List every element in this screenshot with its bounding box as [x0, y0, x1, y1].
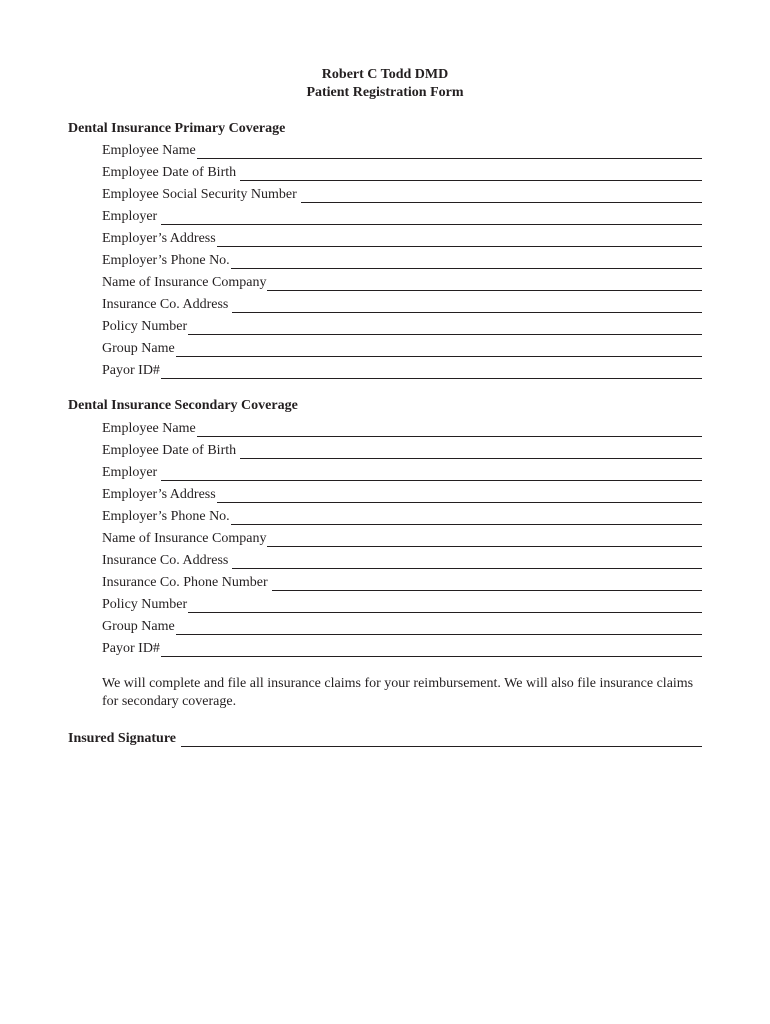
claims-note: We will complete and file all insurance claims for your reimbursement. We will also file insurance claims for secondary coverage.	[102, 676, 694, 709]
secondary-coverage-title: Dental Insurance Secondary Coverage	[68, 398, 298, 413]
field-label: Employer’s Address	[102, 487, 216, 502]
fill-in-line[interactable]	[231, 509, 702, 525]
primary-group-name-field[interactable]	[102, 340, 702, 358]
secondary-employer-field[interactable]	[102, 464, 702, 482]
primary-policy-number-field[interactable]	[102, 318, 702, 336]
field-label: Employee Social Security Number	[102, 187, 297, 202]
secondary-group-name-field[interactable]	[102, 618, 702, 636]
fill-in-line[interactable]	[197, 143, 702, 159]
primary-employee-ssn-field[interactable]	[102, 186, 702, 204]
field-label: Payor ID#	[102, 641, 160, 656]
fill-in-line[interactable]	[188, 597, 702, 613]
field-label: Employer’s Phone No.	[102, 509, 230, 524]
secondary-insurance-company-field[interactable]	[102, 530, 702, 548]
primary-employer-phone-field[interactable]	[102, 252, 702, 270]
form-header	[0, 66, 770, 102]
fill-in-line[interactable]	[161, 465, 702, 481]
fill-in-line[interactable]	[217, 231, 702, 247]
primary-insurance-company-field[interactable]	[102, 274, 702, 292]
fill-in-line[interactable]	[232, 553, 702, 569]
field-label: Name of Insurance Company	[102, 531, 267, 546]
field-label: Employer’s Phone No.	[102, 253, 230, 268]
secondary-policy-number-field[interactable]	[102, 596, 702, 614]
field-label: Name of Insurance Company	[102, 275, 267, 290]
secondary-payor-id-field[interactable]	[102, 640, 702, 658]
fill-in-line[interactable]	[240, 443, 702, 459]
primary-employee-dob-field[interactable]	[102, 164, 702, 182]
fill-in-line[interactable]	[161, 641, 702, 657]
fill-in-line[interactable]	[267, 531, 702, 547]
fill-in-line[interactable]	[217, 487, 702, 503]
fill-in-line[interactable]	[301, 187, 702, 203]
fill-in-line[interactable]	[240, 165, 702, 181]
fill-in-line[interactable]	[176, 619, 702, 635]
signature-line[interactable]	[181, 731, 702, 747]
primary-employer-field[interactable]	[102, 208, 702, 226]
field-label: Insurance Co. Address	[102, 297, 229, 312]
secondary-employer-address-field[interactable]	[102, 486, 702, 504]
field-label: Policy Number	[102, 597, 188, 612]
field-label: Employer	[102, 209, 158, 224]
signature-label: Insured Signature	[68, 731, 177, 746]
doctor-name: Robert C Todd DMD	[321, 67, 449, 82]
field-label: Employee Name	[102, 421, 196, 436]
fill-in-line[interactable]	[176, 341, 702, 357]
secondary-employee-dob-field[interactable]	[102, 442, 702, 460]
field-label: Employer	[102, 465, 158, 480]
fill-in-line[interactable]	[267, 275, 702, 291]
secondary-insurance-address-field[interactable]	[102, 552, 702, 570]
primary-employee-name-field[interactable]	[102, 142, 702, 160]
field-label: Policy Number	[102, 319, 188, 334]
field-label: Group Name	[102, 619, 175, 634]
secondary-employee-name-field[interactable]	[102, 420, 702, 438]
fill-in-line[interactable]	[232, 297, 702, 313]
primary-payor-id-field[interactable]	[102, 362, 702, 380]
fill-in-line[interactable]	[272, 575, 702, 591]
field-label: Group Name	[102, 341, 175, 356]
fill-in-line[interactable]	[161, 363, 702, 379]
primary-employer-address-field[interactable]	[102, 230, 702, 248]
fill-in-line[interactable]	[161, 209, 702, 225]
field-label: Employee Date of Birth	[102, 443, 237, 458]
field-label: Employee Name	[102, 143, 196, 158]
field-label: Employer’s Address	[102, 231, 216, 246]
field-label: Insurance Co. Address	[102, 553, 229, 568]
fill-in-line[interactable]	[197, 421, 702, 437]
field-label: Employee Date of Birth	[102, 165, 237, 180]
primary-insurance-address-field[interactable]	[102, 296, 702, 314]
field-label: Payor ID#	[102, 363, 160, 378]
form-title: Patient Registration Form	[306, 85, 464, 100]
secondary-employer-phone-field[interactable]	[102, 508, 702, 526]
fill-in-line[interactable]	[188, 319, 702, 335]
field-label: Insurance Co. Phone Number	[102, 575, 268, 590]
secondary-insurance-phone-field[interactable]	[102, 574, 702, 592]
fill-in-line[interactable]	[231, 253, 702, 269]
primary-coverage-title: Dental Insurance Primary Coverage	[68, 121, 286, 136]
insured-signature-field[interactable]	[68, 730, 702, 748]
